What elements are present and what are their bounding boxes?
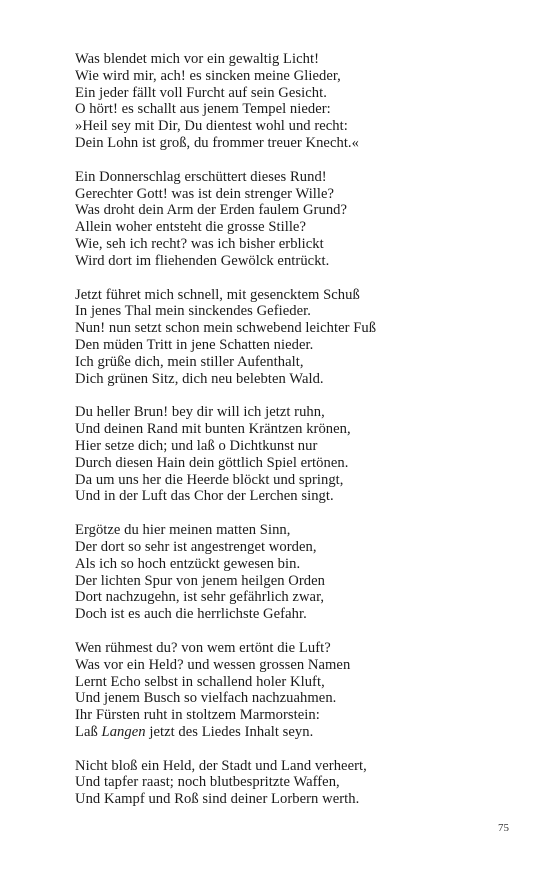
verse-line: Und Kampf und Roß sind deiner Lorbern werth.	[75, 791, 360, 808]
verse-line: Nicht bloß ein Held, der Stadt und Land verheert,	[75, 757, 367, 774]
stanza-6	[75, 640, 515, 741]
verse-line: Was vor ein Held? und wessen grossen Namen	[75, 656, 351, 673]
verse-line: In jenes Thal mein sinckendes Gefieder.	[75, 303, 311, 320]
stanza-4	[75, 404, 515, 505]
verse-line: Allein woher entsteht die grosse Stille?	[75, 219, 306, 236]
verse-line: Dein Lohn ist groß, du frommer treuer Knecht.«	[75, 134, 359, 151]
stanza-3	[75, 287, 515, 388]
poem-text	[75, 51, 515, 825]
verse-line: Und jenem Busch so vielfach nachzuahmen.	[75, 690, 337, 707]
verse-line: Hier setze dich; und laß o Dichtkunst nur	[75, 437, 318, 454]
verse-line: Da um uns her die Heerde blöckt und springt,	[75, 471, 344, 488]
verse-line: Ihr Fürsten ruht in stoltzem Marmorstein:	[75, 707, 320, 724]
stanza-7	[75, 758, 515, 808]
verse-line: Jetzt führet mich schnell, mit gesencktem Schuß	[75, 286, 360, 303]
verse-line: Der lichten Spur von jenem heilgen Orden	[75, 572, 326, 589]
verse-line: »Heil sey mit Dir, Du dientest wohl und recht:	[75, 118, 348, 135]
verse-line: Ich grüße dich, mein stiller Aufenthalt,	[75, 353, 304, 370]
verse-line: Ein Donnerschlag erschüttert dieses Rund!	[75, 168, 327, 185]
verse-line: Doch ist es auch die herrlichste Gefahr.	[75, 606, 307, 623]
verse-line: Wen rühmest du? von wem ertönt die Luft?	[75, 639, 331, 656]
line-suffix: jetzt des Liedes Inhalt seyn.	[145, 723, 314, 740]
verse-line: Dich grünen Sitz, dich neu belebten Wald.	[75, 370, 324, 387]
verse-line: Wie, seh ich recht? was ich bisher erblickt	[75, 235, 324, 252]
verse-line: Lernt Echo selbst in schallend holer Kluft,	[75, 673, 325, 690]
verse-line: Wie wird mir, ach! es sincken meine Glieder,	[75, 67, 341, 84]
stanza-2	[75, 169, 515, 270]
verse-line: Und deinen Rand mit bunten Kräntzen krönen,	[75, 421, 351, 438]
verse-line: Ergötze du hier meinen matten Sinn,	[75, 522, 291, 539]
stanza-1	[75, 51, 515, 152]
verse-line: Wird dort im fliehenden Gewölck entrückt.	[75, 252, 330, 269]
stanza-5	[75, 522, 515, 623]
verse-line: Der dort so sehr ist angestrenget worden,	[75, 538, 317, 555]
verse-line-with-name	[75, 724, 515, 741]
verse-line: Ein jeder fällt voll Furcht auf sein Gesicht.	[75, 84, 327, 101]
verse-line: Du heller Brun! bey dir will ich jetzt ruhn,	[75, 404, 325, 421]
verse-line: O hört! es schallt aus jenem Tempel nieder:	[75, 101, 331, 118]
verse-line: Was blendet mich vor ein gewaltig Licht!	[75, 51, 319, 67]
verse-line: Was droht dein Arm der Erden faulem Grund?	[75, 202, 348, 219]
page-number: 75	[498, 822, 509, 834]
verse-line: Und tapfer raast; noch blutbespritzte Waffen,	[75, 774, 340, 791]
verse-line: Den müden Tritt in jene Schatten nieder.	[75, 336, 314, 353]
verse-line: Durch diesen Hain dein göttlich Spiel ertönen.	[75, 454, 349, 471]
verse-line: Gerechter Gott! was ist dein strenger Wille?	[75, 185, 335, 202]
verse-line: Dort nachzugehn, ist sehr gefährlich zwar,	[75, 589, 325, 606]
emphasized-name: Langen	[101, 723, 146, 740]
line-prefix: Laß	[75, 723, 102, 740]
verse-line: Als ich so hoch entzückt gewesen bin.	[75, 555, 301, 572]
verse-line: Nun! nun setzt schon mein schwebend leichter Fuß	[75, 320, 377, 337]
verse-line: Und in der Luft das Chor der Lerchen singt.	[75, 488, 334, 505]
